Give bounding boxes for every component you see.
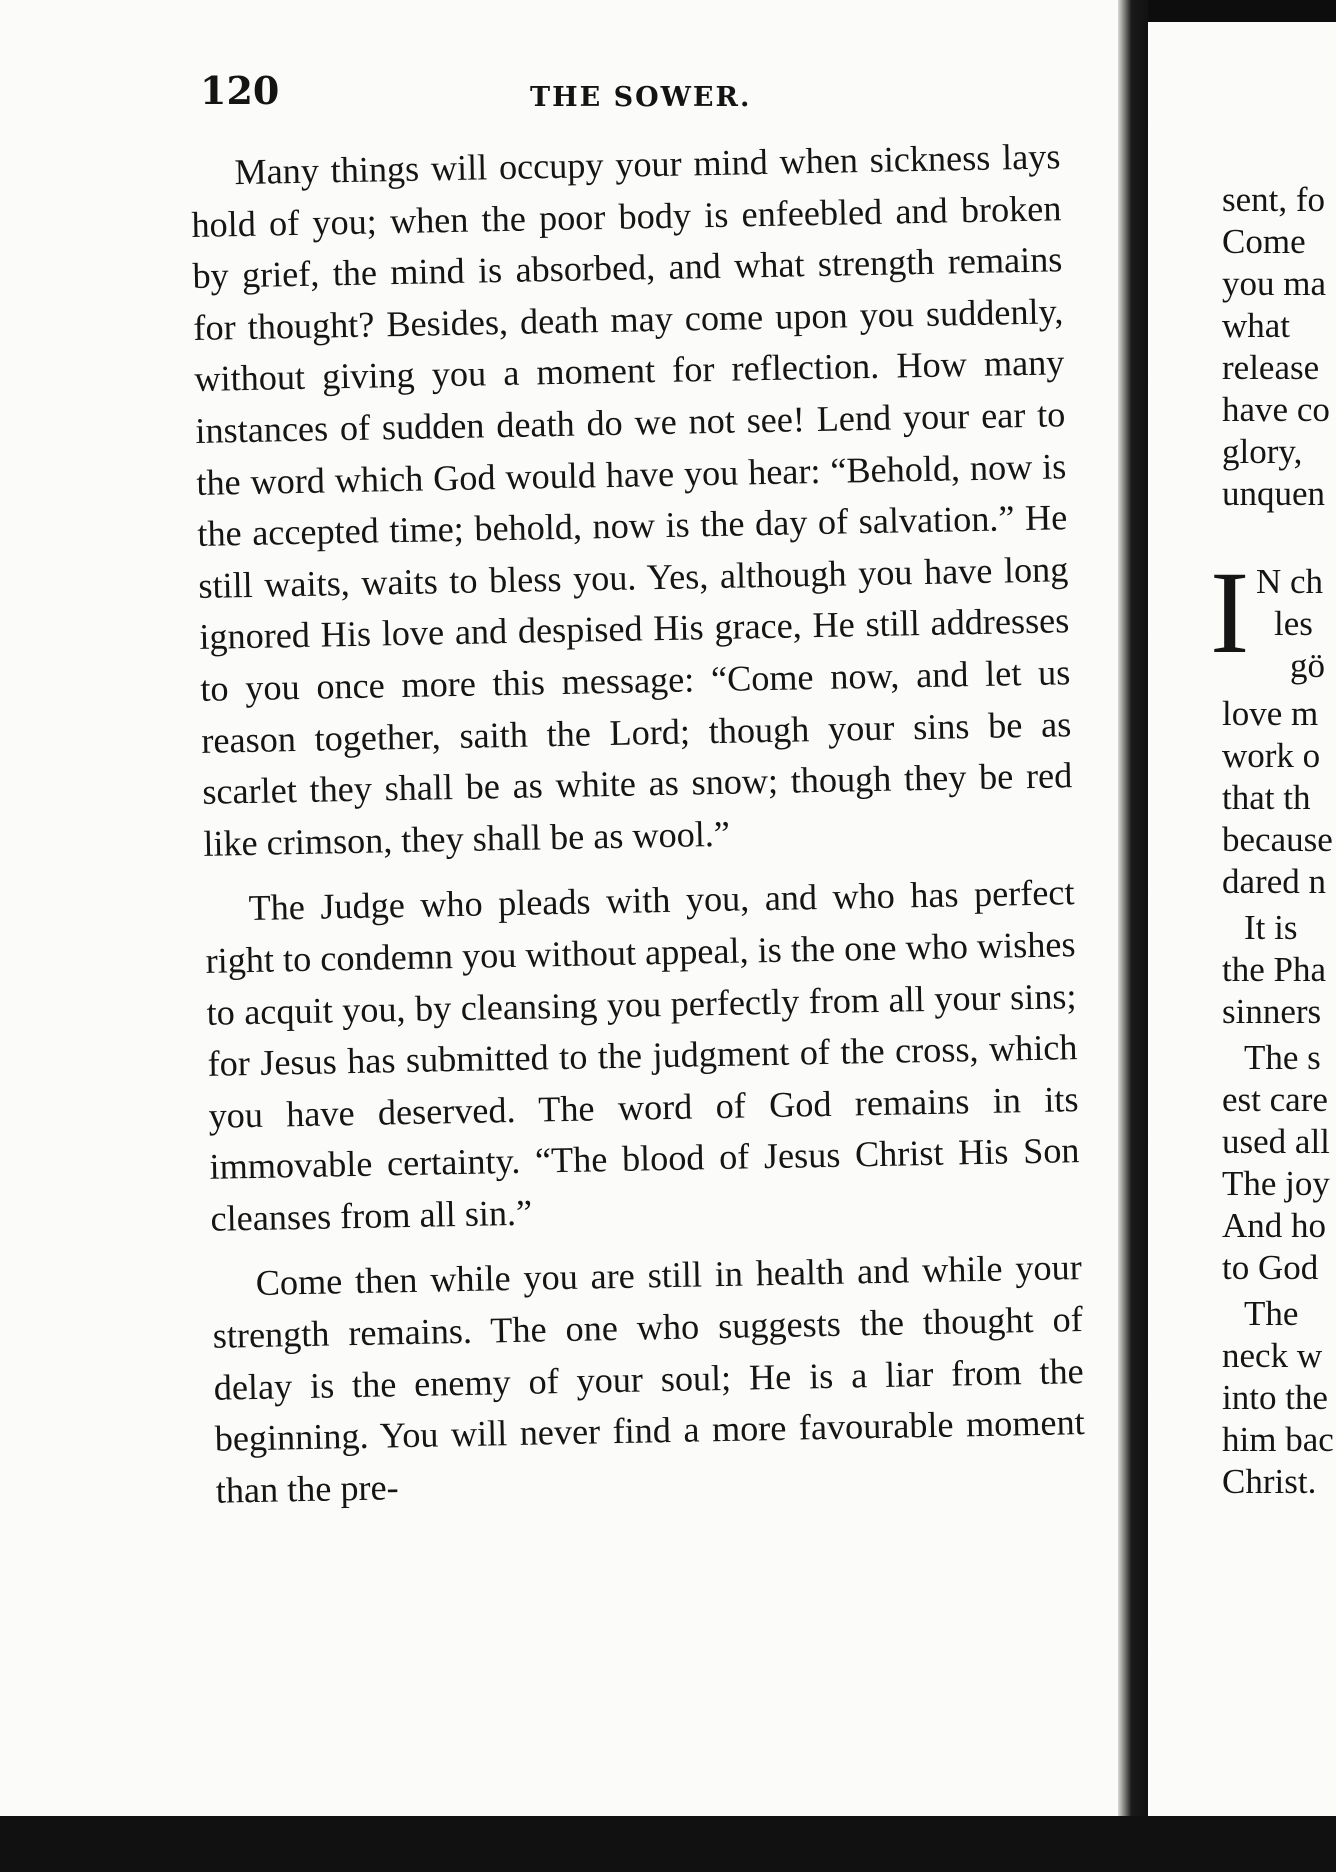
right-line: The joy [1222, 1164, 1330, 1203]
right-line: have co [1222, 390, 1330, 429]
right-line: neck w [1222, 1336, 1323, 1375]
right-page-text [1148, 22, 1336, 1816]
right-line: N ch [1256, 562, 1324, 601]
paragraph: The Judge who pleads with you, and who has perfect right to condemn you without appeal, is the one who wishes to acquit you, by cleansing you perfectly from all your sins; for Jesus has submitted to the judgment of the cross, which you have deserved. The word of God remains in its immovable certainty. “The blood of Jesus Christ His Son cleanses from all sin.” [205, 872, 1080, 1239]
right-line: the Pha [1222, 950, 1327, 989]
right-line: because [1222, 820, 1333, 859]
right-line: that th [1222, 778, 1311, 817]
right-line: into the [1222, 1378, 1328, 1417]
right-line: sent, fo [1222, 180, 1326, 219]
right-line: est care [1222, 1080, 1328, 1119]
right-line: Come [1222, 222, 1306, 261]
right-line: And ho [1222, 1206, 1327, 1245]
running-head-title: THE SOWER. [530, 82, 752, 113]
body-text [190, 131, 1086, 1531]
right-line: Christ. [1222, 1462, 1317, 1501]
right-line: dared n [1222, 862, 1326, 901]
right-line: les [1274, 604, 1313, 643]
right-page [1148, 22, 1336, 1816]
right-line: The [1244, 1294, 1299, 1333]
right-line: him bac [1222, 1420, 1334, 1459]
right-line: unquen [1222, 474, 1326, 513]
right-line: glory, [1222, 432, 1303, 471]
paragraph: Many things will occupy your mind when sickness lays hold of you; when the poor body is enfeebled and broken by grief, the mind is absorbed, and what strength remains for thought? Besides, death may come upon you suddenly, without giving you a moment for reflection. How many instances of sudden death do we not see! Lend your ear to the word which God would have you hear: “Behold, now is the accepted time; behold, now is the day of salvation.” He still waits, waits to bless you. Yes, although you have long ignored His love and despised His grace, He still addresses to you once more this message: “Come now, and let us reason together, saith the Lord; though your sins be as scarlet they shall be as white as snow; though they be red like crimson, they shall be as wool.” [191, 136, 1073, 864]
right-line: love m [1222, 694, 1319, 733]
right-line: what [1222, 306, 1291, 345]
right-line: The s [1244, 1038, 1321, 1077]
right-line: release [1222, 348, 1320, 387]
right-line: work o [1222, 736, 1321, 775]
right-line: used all [1222, 1122, 1330, 1161]
drop-cap: I [1210, 547, 1250, 678]
paragraph: Come then while you are still in health and while your strength remains. The one who suggests the thought of delay is the enemy of your soul; He is a liar from the beginning. You will never find a more favourable moment than the pre- [212, 1247, 1086, 1511]
scan-bottom-edge [0, 1816, 1336, 1872]
right-line: to God [1222, 1248, 1319, 1287]
right-line: gö [1290, 646, 1325, 685]
book-gutter [1118, 0, 1148, 1816]
right-line: you ma [1222, 264, 1327, 303]
right-line: It is [1244, 908, 1298, 947]
page-number: 120 [200, 68, 280, 113]
right-line: sinners [1222, 992, 1322, 1031]
running-head [190, 62, 1070, 112]
